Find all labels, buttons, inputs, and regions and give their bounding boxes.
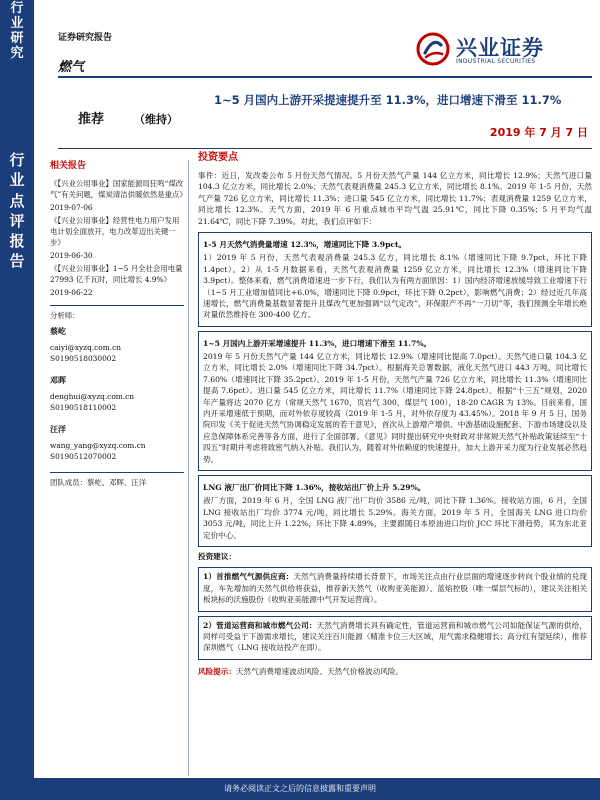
section-text: 2019 年 5 月份天然气产量 144 亿立方米，同比增长 12.9%（增速同比提高 7.0pct）。天然气进口量 104.3 亿立方米，同比增长 2.0%（增速同比下降 34.7pct）。根据海关总署数据，液化天然气进口 443 万吨，同比增长 7.60%（增速同比下降 35.2pct）。2019 年 1-5 月份，天然气产量 726 亿立方米，同比增长 11.3%（增速同比提高 7.6pct）。进口量 545 亿立方米，同比增长 11.7%（增速同比下降 24.8pct）。根据“十三五”规划，2020 年产量将达 2070 亿方（常规天然气 1670，页岩气 300，煤层气 100），18-20 CAGR 为 13%。目前来看，国内开采增速低于预期，而对外依存度较高（2019 年 1-5 月，对外依存度为 43.45%）。2018 年 9 月 5 日，国务院印发《关于促进天然气协调稳定发展的若干意见》，首次从上游增产增供、中游基础设施配套、下游市场建设以及应急保障体系完善等各方面，进行了全面部署。《意见》同时提出研究中央财政对非常规天然气补贴政策延续至“十四五”时期并考虑将致密气纳入补贴。我们认为，随着对外依赖度的快速提升，加大上游开采力度为行业发展必然趋势。 [203,352,587,464]
left-band-top-text: 行 业 研 究 [10,1,24,61]
related-report-3[interactable] [50,263,184,298]
related-reports-heading: 相关报告 [50,161,87,171]
section-consumption [198,232,592,327]
sidebar-divider [50,305,184,306]
footer-disclaimer: 请务必阅读正文之后的信息披露和重要声明 [0,778,600,800]
analyst-name: 蔡屹 [50,325,66,336]
company-logo [416,30,594,70]
analyst-cert: S0190512070002 [50,452,117,462]
doc-type: 证券研究报告 [58,33,113,43]
left-band [0,0,34,800]
section-heading: 1~5 月国内上游开采增速提升 11.3%，进口增速下滑至 11.7%。 [203,338,432,348]
rating [78,108,178,127]
related-report-date: 2019-07-06 [50,202,93,212]
related-report-title: 《【兴业公用事业】1~5 月全社会用电量 27993 亿千瓦时，同比增长 4.9%》 [50,264,183,285]
section-lng-price [198,475,592,547]
analyst-email[interactable]: caiyi@xyzq.com.cn [50,342,122,352]
related-report-2[interactable] [50,215,184,261]
team-members: 团队成员：蔡屹、邓晖、汪洋 [50,478,147,488]
analyst-3 [50,423,184,462]
related-report-date: 2019-06-22 [50,288,93,298]
advice-text: 天然气消费增长具有确定性，管道运营商和城市燃气公司如能保证气源的供给，同样可受益于下游需求增长，建议关注百川能源（精准卡位三大区域，用气需求稳健增长；高分红有望延续），推荐深圳燃气（LNG 接收站投产在即）。 [203,620,587,653]
related-report-date: 2019-06-30 [50,251,93,261]
logo-name: 兴业证券 [456,36,544,60]
advice-1 [198,567,592,611]
section-text: 1）2019 年 5 月份，天然气表观消费量 245.3 亿方，同比增长 8.1%（增速同比下降 9.7pct，环比下降 1.4pct）。2）从 1-5 月数据来看，天然气表观消费量 1259 亿立方米，同比增长 12.3%（增速同比下降 3.9pct）。整体来看，燃气消费增速进一步下行，我们认为有两方面原因：1）国内经济增速放缓导致工业增速下行（1~5 月工业增加值同比+6.0%，增速同比下降 0.9pct，环比下降 0.2pct），影响燃气消费；2）经过近几年高速增长，燃气消费量基数显著提升且煤改气更加强调“以气定改”，环保限产不再“一刀切”等，我们预测全年增长绝对量依然维持在 300-400 亿方。 [203,253,587,320]
advice-text: 天然气消费量持续增长背景下，市场关注点由行业层面的增速逐步转向个股业绩的兑现度，车先增加的天然气供给将获益，推荐新天然气（收购亚美能源）、蓝焰控股（唯一煤层气标的），建议关注相关板块标的沃施股份（收购亚美能源中气开发运营商）。 [203,572,587,605]
analyst-label: 分析师： [50,310,80,320]
analyst-cert: S0190518110002 [50,403,117,413]
section-heading: LNG 液厂出厂价同比下降 1.36%，接收站出厂价上升 5.29%。 [203,482,426,492]
analyst-2 [50,374,184,413]
report-title: 1~5 月国内上游开采提速提升至 11.3%，进口增速下滑至 11.7% [214,93,562,107]
risk-warning [198,666,592,677]
sidebar [50,160,187,488]
advice-title: 1）首推燃气气源供应商： [203,572,294,582]
logo-subtitle: INDUSTRIAL SECURITIES [456,58,536,65]
rating-value: 推荐 [78,112,105,127]
logo-emblem-icon [416,32,450,66]
header [44,0,592,84]
sector-name: 燃气 [58,60,85,75]
title-block [44,84,592,154]
analyst-email[interactable]: wang_yang@xyzq.com.cn [50,441,146,451]
section-heading: 1-5 月天然气消费量增速 12.3%，增速同比下降 3.9pct。 [203,239,407,249]
analyst-1 [50,325,184,364]
section-production [198,331,592,471]
section-text: 液厂方面，2019 年 6 月，全国 LNG 液厂出厂均价 3586 元/吨，同比下降 1.36%。接收站方面，6 月，全国 LNG 接收站出厂均价 3774 元/吨，同比增长 5.29%。海关方面，2019 年 5 月，全国海关 LNG 进口均价 3053 元/吨，同比上升 1.22%，环比下降 4.89%，主要跟随日本原油进口均价 JCC 环比下滑趋势，其为东北亚定价中心。 [203,496,587,540]
risk-text: 天然气消费增速波动风险、天然气价格波动风险。 [235,666,404,676]
main-content [198,150,592,682]
risk-label: 风险提示： [198,666,236,676]
analyst-name: 汪洋 [50,424,66,435]
analyst-email[interactable]: denghui@xyzq.com.cn [50,391,135,401]
advice-2 [198,616,592,660]
header-rule [58,76,592,78]
left-band-mid-text: 行 业 点 评 报 告 [9,151,25,271]
analyst-cert: S0190518030002 [50,353,117,363]
report-date: 2019 年 7 月 7 日 [489,126,588,139]
rating-status: （维持） [134,113,179,126]
column-divider [188,160,189,776]
analyst-name: 邓晖 [50,374,66,385]
title-rule [58,148,592,149]
sidebar-divider [50,472,184,473]
event-paragraph: 事件：近日，发改委公布 5 月份天然气情况。5 月份天然气产量 144 亿立方米，同比增长 12.9%；天然气进口量 104.3 亿立方米，同比增长 2.0%；天然气表观消费量 245.3 亿立方米，同比增长 8.1%。2019 年 1-5 月份，天然气产量 726 亿立方米，同比增长 11.3%；进口量 545 亿立方米，同比增长 11.7%；表观消费量 1259 亿立方米，同比增长 12.3%。天气方面，2019 年 6 月重点城市平均气温 25.91℃，同比下降 0.35%；5 月平均气温 21.64℃，同比下降 7.39%。对此，我们点评如下： [198,171,592,226]
advice-heading: 投资建议： [198,551,236,561]
advice-title: 2）管道运营商和城市燃气公司： [203,620,317,630]
main-heading: 投资要点 [198,152,238,163]
related-report-title: 《【兴业公用事业】经营性电力用户发用电计划全面放开，电力改革迈出关键一步》 [50,215,180,248]
related-report-1[interactable] [50,178,187,213]
related-report-title: 《【兴业公用事业】国家能源局狂鸣“煤改气”有关问题，煤炭清洁供暖依然是重点》 [50,178,187,199]
